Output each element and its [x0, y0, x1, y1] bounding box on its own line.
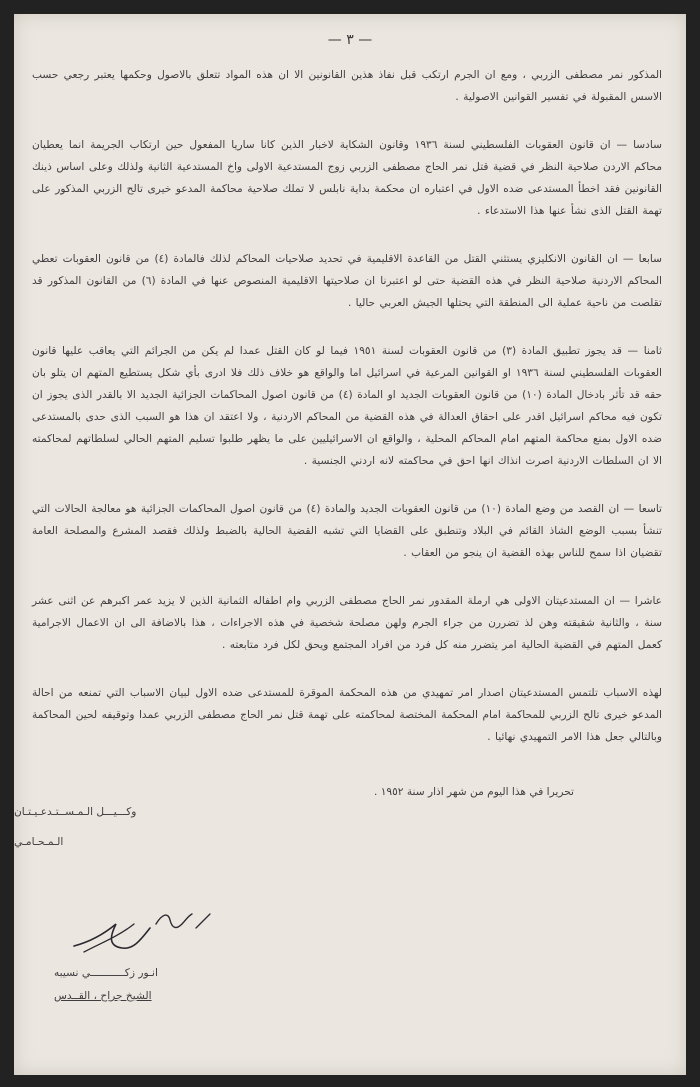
paragraph-seventh: سابعا — ان القانون الانكليزي يستثني القتل من القاعدة الاقليمية في تحديد صلاحيات المحاكم لذلك فالمادة (٤) من قانون العقوبات تعطي المحاكم الاردنية صلاحية النظر في هذه القضية حتى لو اعتبرنا ان صلاحيتها الاقليمية المنصوص عنها في المادة (٦) من القانون المذكور قد تقلصت من ناحية عملية الى المنطقة التي يحتلها الجيش العربي حاليا . [32, 253, 662, 309]
paragraph-tenth: عاشرا — ان المستدعيتان الاولى هي ارملة المقدور نمر الحاج مصطفى الزربي وام اطفاله الثمانية الذين لا يزيد عمر اكبرهم عن اثنى عشر سنة ، والثانية شقيقته وهن لذ تضررن من جراء الجرم ولهن مصلحة شخصية في هذه الاجراءات ، هذا بالاضافة الى ان الاعمال الاجرامية كعمل المتهم في القضية الحالية امر يتضرر منه كل فرد من افراد المجتمع ويحق لكل فرد متابعته . [32, 595, 662, 651]
paragraph-conclusion: لهذه الاسباب تلتمس المستدعيتان اصدار امر تمهيدي من هذه المحكمة الموقرة للمستدعى ضده الاول لبيان الاسباب التي تمنعه من احالة المدعو خيرى تالح الزربي للمحاكمة امام المحكمة المختصة لمحاكمته على تهمة قتل نمر الحاج مصطفى الزربي عمدا وتوقيفه لحين المحاكمة وبالتالي جعل هذا الامر التمهيدي نهائيا . [32, 687, 662, 743]
paragraph-sixth: سادسا — ان قانون العقوبات الفلسطيني لسنة ١٩٣٦ وقانون الشكاية لاخبار الذين كانا ساريا المفعول حين ارتكاب الجريمة انما يعطيان محاكم الاردن صلاحية النظر في قضية قتل نمر الحاج مصطفى الزربي زوج المستدعية الاولى واخ المستدعية الثانية ولذلك وعلى اساس ذينك القانونين فقد اخطأ المستدعى ضده الاول في اعتباره ان محكمة بداية نابلس لا تملك صلاحية محاكمة المدعو خيرى تالح الزربي المذكور على تهمة القتل الذى نشأ عنها هذا الاستدعاء . [32, 139, 662, 217]
handwritten-signature [64, 894, 224, 964]
paragraph-intro: المذكور نمر مصطفى الزربي ، ومع ان الجرم ارتكب قبل نفاذ هذين القانونين الا ان هذه المواد تتعلق بالاصول وحكمها يعتبر رجعي حسب الاسس المقبولة في تفسير القوانين الاصولية . [32, 69, 662, 103]
page-number: — ٣ — [327, 32, 373, 48]
paragraph-eighth: ثامنا — قد يجوز تطبيق المادة (٣) من قانون العقوبات لسنة ١٩٥١ فيما لو كان القتل عمدا لم يكن من الجرائم التي يعاقب عليها قانون العقوبات الفلسطيني لسنة ١٩٣٦ او القوانين المرعية في اسرائيل اما والواقع هو خلاف ذلك فلا ادرى بأي شكل يستطيع المتهم ان يتلو بان حقه قد تأثر بادخال المادة (١٠) من قانون العقوبات الجديد او المادة (٤) من قانون اصول المحاكمات الجزائية الجديد الا بالقدر الذى يجوز ان تكون فيه محاكم اسرائيل اقدر على احقاق العدالة في هذه القضية من المحاكم الاردنية ، ولا اعتقد ان هذا هو السبب الذى حدى بالمستدعى ضده الاول بمنع محاكمة المتهم امام المحاكم المحلية ، والواقع ان الاسرائيليين على ما يظهر طلبوا تسليم المتهم الحالي لسلطاتهم لمحاكمته الا ان السلطات الاردنية اصرت انذاك انها احق في محاكمته لانه اردني الجنسية . [32, 345, 663, 467]
lawyer-title: الـمـحـامـي [14, 836, 64, 848]
date-line: تحريرا في هذا اليوم من شهر اذار سنة ١٩٥٢ . [373, 786, 574, 798]
signatory-address: الشيخ جراح ، القــدس [54, 990, 152, 1002]
document-body [32, 64, 662, 772]
attorney-role-line: وكـــيـــل الـمـســتـدعـيـتـان [14, 806, 137, 818]
signatory-name: انـور زكـــــــــــي نسيبه [54, 967, 158, 979]
document-page [14, 14, 686, 1075]
paragraph-ninth: تاسعا — ان القصد من وضع المادة (١٠) من قانون العقوبات الجديد والمادة (٤) من قانون اصول المحاكمات الجزائية هو معالجة الحالات التي تنشأ بسبب الوضع الشاذ القائم في البلاد وتنطبق على القضايا التي تشبه القضية الحالية بالضبط ولذلك فقصد المشرع والمصلحة العامة تقضيان اذا سمح للناس بهذه القضية ان ينجو من العقاب . [32, 503, 662, 559]
